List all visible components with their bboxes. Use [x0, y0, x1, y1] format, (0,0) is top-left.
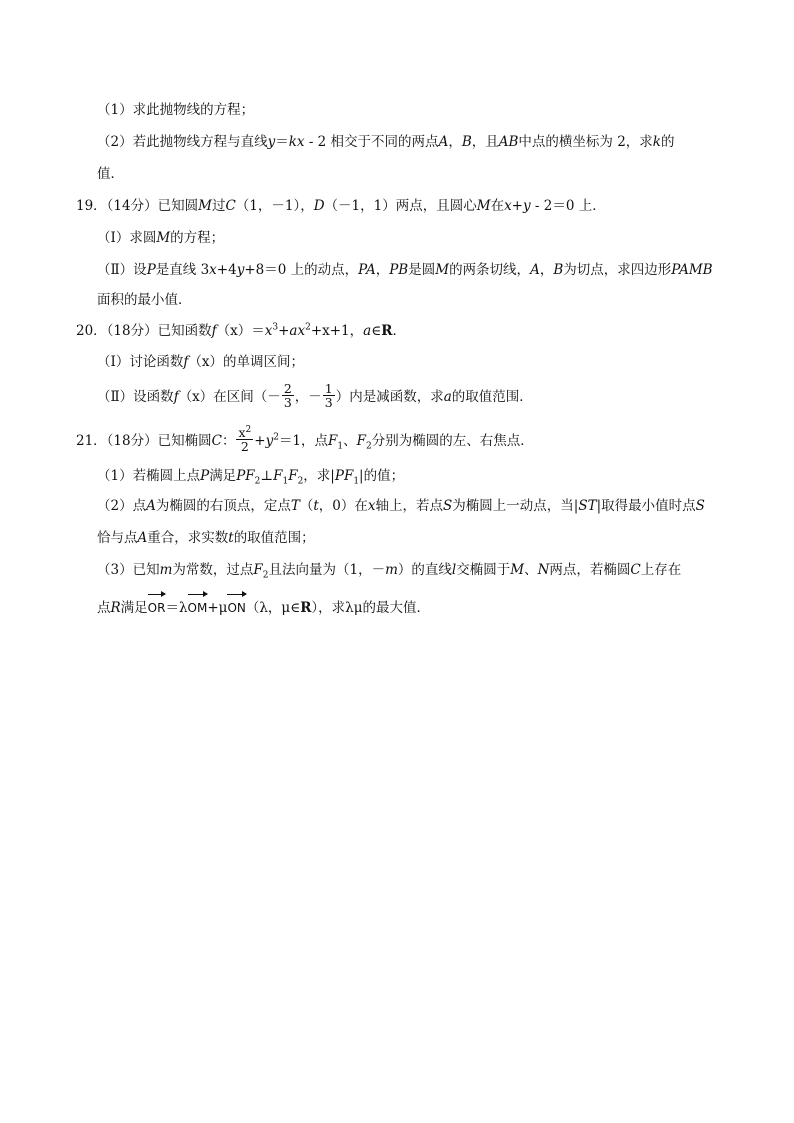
var-k: k	[652, 134, 661, 150]
q19-stem	[76, 196, 606, 216]
subscript: 2	[254, 476, 261, 487]
var-m: m	[159, 562, 173, 578]
var-S: S	[695, 498, 705, 514]
text: 、	[343, 433, 357, 449]
set-R: R	[300, 600, 312, 616]
q21-sub2	[97, 496, 705, 516]
text: （Ⅱ）设函数	[97, 389, 174, 405]
text: （Ⅰ）讨论函数	[97, 354, 184, 370]
var-M: M	[435, 262, 450, 278]
denominator: 3	[283, 395, 292, 410]
var-x: x	[367, 498, 376, 514]
text: - 2 相交于不同的两点	[304, 134, 439, 150]
var-M: M	[198, 198, 212, 214]
text: ．	[392, 323, 406, 339]
text: ，	[448, 134, 462, 150]
text: 点	[97, 600, 111, 616]
text: 21．（18分）已知椭圆	[76, 433, 212, 449]
text: +4	[216, 262, 237, 278]
subscript: 1	[282, 476, 289, 487]
var-kx: kx	[288, 134, 305, 150]
text: 轴上，若点	[375, 498, 444, 514]
var-R: R	[110, 600, 121, 616]
var-xy: x+y	[504, 198, 531, 214]
var-N: N	[537, 562, 550, 578]
text: 且法向量为（1，－	[268, 562, 386, 578]
var-P: P	[146, 262, 156, 278]
numerator: 1	[324, 381, 333, 396]
text: （2）点	[97, 498, 147, 514]
text: +μ	[207, 600, 228, 616]
text: 重合，求实数	[147, 530, 229, 546]
var-y: y	[267, 134, 276, 150]
text: - 2＝0 上．	[530, 198, 606, 214]
text: 两点，若椭圆	[549, 562, 631, 578]
text: |的值；	[359, 468, 405, 484]
var-t: t	[313, 498, 319, 514]
text: ＝1，点	[278, 433, 329, 449]
text: 、	[524, 562, 538, 578]
text: （λ，μ∈	[245, 600, 301, 616]
var-t: t	[228, 530, 234, 546]
var-T: T	[290, 498, 300, 514]
text: +	[278, 323, 290, 339]
text: 分别为椭圆的左、右焦点．	[371, 433, 534, 449]
text: 为椭圆上一动点，当|	[452, 498, 579, 514]
var-x: x	[238, 425, 246, 440]
text: 是圆	[408, 262, 436, 278]
var-x: x	[209, 262, 217, 278]
text: 上存在	[640, 562, 682, 578]
q20-sub1	[97, 352, 304, 372]
q19-sub2	[97, 260, 713, 280]
text: （Ⅰ）求圆	[97, 230, 157, 246]
var-m: m	[385, 562, 398, 578]
text: 满足	[209, 468, 237, 484]
text: 为常数，过点	[172, 562, 254, 578]
var-B: B	[553, 262, 564, 278]
text: （Ⅱ）设	[97, 262, 147, 278]
var-F: F	[356, 433, 367, 449]
text: +	[254, 433, 266, 449]
text: 的方程；	[170, 230, 225, 246]
var-x: x	[264, 323, 273, 339]
var-a: a	[363, 323, 372, 339]
denominator: 3	[324, 395, 333, 410]
var-F: F	[273, 468, 283, 484]
vector-OM: OM	[188, 598, 208, 618]
var-l: l	[451, 562, 457, 578]
q18-sub1-text: （1）求此抛物线的方程；	[97, 102, 255, 118]
text: 中点的横坐标为 2，求	[518, 134, 653, 150]
q19-sub2-cont	[97, 290, 192, 310]
numerator	[236, 426, 253, 440]
q18-sub1	[97, 100, 254, 120]
q21-sub3	[97, 560, 681, 580]
text: ，－	[294, 389, 322, 405]
q20-sub2	[97, 381, 533, 411]
var-A: A	[137, 530, 148, 546]
var-F: F	[328, 433, 338, 449]
text: ：	[221, 433, 236, 449]
text: （－1，1）两点，且圆心	[324, 198, 477, 214]
var-y: y	[236, 262, 245, 278]
text: 满足	[120, 600, 148, 616]
var-PA: PA	[358, 262, 376, 278]
text: （2）若此抛物线方程与直线	[97, 134, 268, 150]
subscript: 1	[337, 441, 344, 452]
text: ，0）在	[318, 498, 368, 514]
var-P: P	[200, 468, 210, 484]
exponent: 2	[305, 322, 311, 333]
var-PF: PF	[236, 468, 255, 484]
text: 在	[490, 198, 505, 214]
var-M: M	[476, 198, 491, 214]
var-C: C	[211, 433, 222, 449]
text: 为切点，求四边形	[563, 262, 672, 278]
var-D: D	[313, 198, 325, 214]
text: ＝	[275, 134, 289, 150]
text: 的	[660, 134, 675, 150]
text: +8＝0 上的动点，	[244, 262, 359, 278]
var-y: y	[265, 433, 274, 449]
var-A: A	[146, 498, 156, 514]
exponent: 2	[245, 424, 252, 435]
text: |取得最小值时点	[596, 498, 696, 514]
text: （x）＝	[216, 323, 265, 339]
text: （3）已知	[97, 562, 160, 578]
subscript: 2	[262, 570, 269, 581]
text: 的两条切线，	[449, 262, 531, 278]
fraction	[282, 382, 294, 409]
q19-sub1	[97, 228, 224, 248]
q21-sub3-cont	[97, 598, 430, 618]
exponent: 3	[272, 322, 279, 333]
text: ，	[375, 262, 390, 278]
var-A: A	[530, 262, 540, 278]
var-C: C	[225, 198, 236, 214]
q21-stem	[76, 424, 534, 455]
exponent: 2	[273, 432, 279, 443]
var-A: A	[438, 134, 449, 150]
text: ）的直线	[397, 562, 452, 578]
text: 19．（14分）已知圆	[76, 198, 199, 214]
q21-sub2-cont	[97, 528, 315, 548]
text: （1）若椭圆上点	[97, 468, 201, 484]
text: ，	[539, 262, 554, 278]
var-S: S	[443, 498, 453, 514]
text: ∈	[371, 323, 382, 339]
var-B: B	[461, 134, 472, 150]
var-M: M	[510, 562, 525, 578]
var-PB: PB	[389, 262, 409, 278]
fraction	[236, 426, 253, 453]
q18-sub2	[97, 132, 674, 152]
text: （x）的单调区间；	[188, 354, 304, 370]
text: ，且	[471, 134, 499, 150]
text: 20．（18分）已知函数	[76, 323, 212, 339]
text: （	[299, 498, 314, 514]
var-M: M	[156, 230, 171, 246]
q21-sub1	[97, 466, 404, 486]
var-F: F	[288, 468, 298, 484]
denominator: 2	[240, 439, 249, 454]
text: （1，－1），	[235, 198, 314, 214]
text: （x）在区间（－	[178, 389, 281, 405]
var-ST: ST	[578, 498, 597, 514]
q20-stem	[76, 321, 406, 341]
var-f: f	[183, 354, 189, 370]
text: 面积的最小值．	[97, 292, 192, 308]
text: ）内是减函数，求	[335, 389, 444, 405]
numerator: 2	[283, 381, 292, 396]
subscript: 1	[353, 476, 360, 487]
vector-ON: ON	[227, 598, 245, 618]
text: 的取值范围．	[451, 389, 533, 405]
vector-OR: OR	[148, 598, 166, 618]
text: ⊥	[260, 468, 274, 484]
var-ax: ax	[289, 323, 306, 339]
subscript: 2	[366, 441, 372, 452]
var-f: f	[173, 389, 179, 405]
var-PF: PF	[334, 468, 354, 484]
fraction	[323, 382, 335, 409]
var-f: f	[211, 323, 217, 339]
text: 值．	[97, 166, 124, 182]
q18-sub2-cont	[97, 164, 124, 184]
text: ），求λμ的最大值．	[311, 600, 431, 616]
text: 是直线 3	[155, 262, 210, 278]
text: ，求|	[303, 468, 335, 484]
text: 恰与点	[97, 530, 138, 546]
set-R: R	[381, 323, 393, 339]
subscript: 2	[297, 476, 304, 487]
var-C: C	[630, 562, 641, 578]
text: 交椭圆于	[456, 562, 511, 578]
text: 的取值范围；	[233, 530, 315, 546]
var-F: F	[253, 562, 263, 578]
var-AB: AB	[498, 134, 519, 150]
text: 过	[211, 198, 226, 214]
var-a: a	[443, 389, 452, 405]
var-PAMB: PAMB	[671, 262, 713, 278]
text: 为椭圆的右顶点，定点	[155, 498, 291, 514]
text: ＝λ	[165, 600, 188, 616]
text: +x+1，	[310, 323, 364, 339]
